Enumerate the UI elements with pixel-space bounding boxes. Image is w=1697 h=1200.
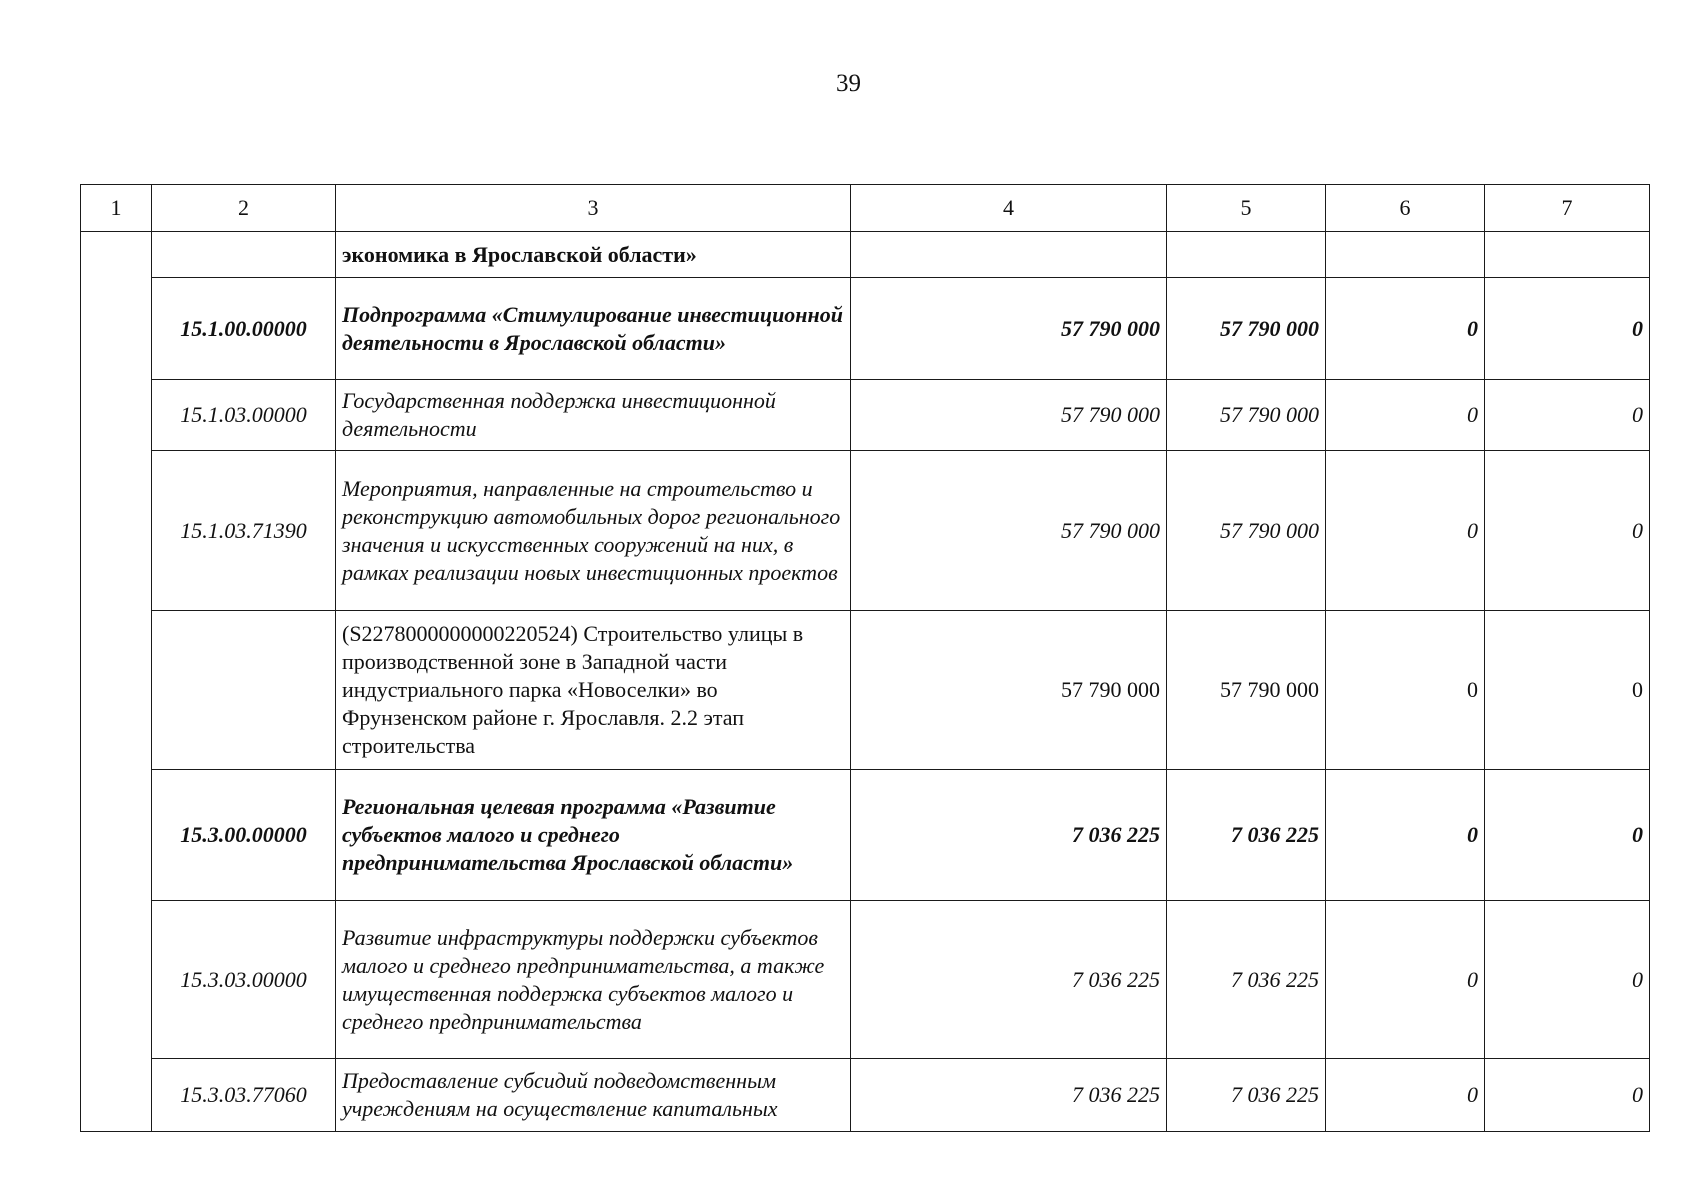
row-value-cell: 57 790 000 (1167, 451, 1326, 611)
table-row (81, 451, 1650, 611)
row-value-cell: 7 036 225 (851, 901, 1167, 1059)
row-code-cell (152, 232, 336, 278)
row-value-cell: 7 036 225 (1167, 901, 1326, 1059)
row-value-cell: 7 036 225 (851, 770, 1167, 901)
row-value-cell: 57 790 000 (851, 611, 1167, 770)
row-value-cell: 0 (1485, 1059, 1650, 1132)
table-row (81, 232, 1650, 278)
row-value-cell (1326, 232, 1485, 278)
row-value-cell: 0 (1326, 770, 1485, 901)
row-value-cell: 57 790 000 (851, 278, 1167, 380)
row-value-cell (1485, 232, 1650, 278)
row-value-cell: 0 (1485, 380, 1650, 451)
row-value-cell: 7 036 225 (851, 1059, 1167, 1132)
row-value-cell: 57 790 000 (851, 380, 1167, 451)
row-value-cell: 0 (1326, 380, 1485, 451)
row-value-cell: 57 790 000 (1167, 278, 1326, 380)
row-value-cell: 0 (1485, 770, 1650, 901)
table-header-row (81, 185, 1650, 232)
table-row (81, 611, 1650, 770)
table-row (81, 380, 1650, 451)
header-col-2: 2 (152, 185, 336, 232)
header-col-4: 4 (851, 185, 1167, 232)
budget-table (80, 184, 1650, 1132)
row-name-cell: Мероприятия, направленные на строительство и реконструкцию автомобильных дорог регионального значения и искусственных сооружений на них, в рамках реализации новых инвестиционных проектов (336, 451, 851, 611)
row-name-cell: экономика в Ярославской области» (336, 232, 851, 278)
row-name-cell: Предоставление субсидий подведомственным учреждениям на осуществление капитальных (336, 1059, 851, 1132)
col-1-merged-cell (81, 232, 152, 1132)
row-code-cell: 15.3.03.77060 (152, 1059, 336, 1132)
row-code-cell: 15.1.03.71390 (152, 451, 336, 611)
table-body (81, 185, 1650, 1132)
header-col-3: 3 (336, 185, 851, 232)
row-value-cell: 0 (1326, 278, 1485, 380)
row-code-cell (152, 611, 336, 770)
row-value-cell: 0 (1326, 611, 1485, 770)
row-value-cell: 7 036 225 (1167, 770, 1326, 901)
header-col-7: 7 (1485, 185, 1650, 232)
row-value-cell: 7 036 225 (1167, 1059, 1326, 1132)
header-col-1: 1 (81, 185, 152, 232)
page-number: 39 (836, 70, 861, 97)
row-value-cell: 57 790 000 (851, 451, 1167, 611)
row-value-cell: 0 (1485, 278, 1650, 380)
row-name-cell: (S2278000000000220524) Строительство улицы в производственной зоне в Западной части индустриального парка «Новоселки» во Фрунзенском районе г. Ярославля. 2.2 этап строительства (336, 611, 851, 770)
row-value-cell (1167, 232, 1326, 278)
header-col-6: 6 (1326, 185, 1485, 232)
row-name-cell: Государственная поддержка инвестиционной деятельности (336, 380, 851, 451)
header-col-5: 5 (1167, 185, 1326, 232)
row-code-cell: 15.3.00.00000 (152, 770, 336, 901)
row-value-cell: 0 (1326, 451, 1485, 611)
row-value-cell (851, 232, 1167, 278)
row-name-cell: Региональная целевая программа «Развитие субъектов малого и среднего предпринимательства Ярославской области» (336, 770, 851, 901)
table-row (81, 901, 1650, 1059)
row-value-cell: 0 (1485, 901, 1650, 1059)
row-code-cell: 15.3.03.00000 (152, 901, 336, 1059)
row-code-cell: 15.1.00.00000 (152, 278, 336, 380)
row-value-cell: 57 790 000 (1167, 611, 1326, 770)
table-row (81, 1059, 1650, 1132)
row-name-cell: Подпрограмма «Стимулирование инвестиционной деятельности в Ярославской области» (336, 278, 851, 380)
row-value-cell: 0 (1485, 611, 1650, 770)
row-value-cell: 0 (1485, 451, 1650, 611)
row-code-cell: 15.1.03.00000 (152, 380, 336, 451)
row-value-cell: 57 790 000 (1167, 380, 1326, 451)
row-name-cell: Развитие инфраструктуры поддержки субъектов малого и среднего предпринимательства, а также имущественная поддержка субъектов малого и среднего предпринимательства (336, 901, 851, 1059)
row-value-cell: 0 (1326, 901, 1485, 1059)
table-row (81, 278, 1650, 380)
table-row (81, 770, 1650, 901)
row-value-cell: 0 (1326, 1059, 1485, 1132)
